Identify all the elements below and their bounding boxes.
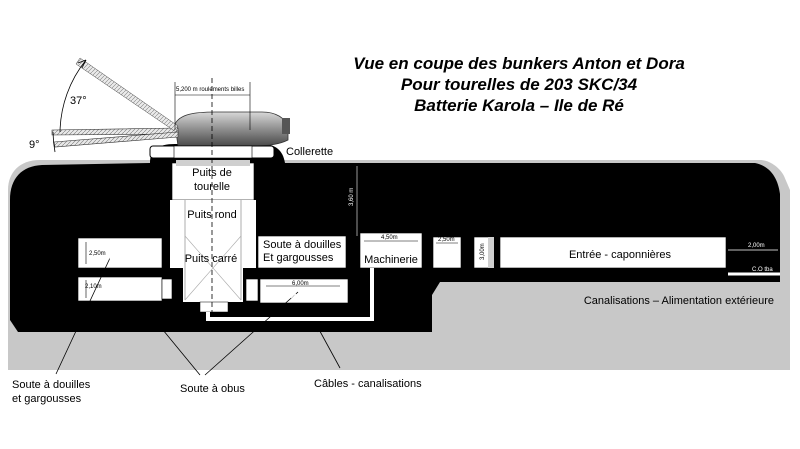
upper-magazine-height: 2,50m <box>89 251 106 257</box>
pipe-dimension: C.O tba <box>752 267 773 273</box>
title-line-1: Vue en coupe des bunkers Anton et Dora <box>353 54 685 73</box>
turret-well-label-2: tourelle <box>193 181 231 193</box>
machinery-width: 4,50m <box>381 235 398 241</box>
lower-magazine-height: 2,10m <box>85 284 102 290</box>
collar-label: Collerette <box>286 146 334 158</box>
turret-well-label-1: Puits de <box>192 167 232 179</box>
fuel-width: 2,50m <box>438 237 455 243</box>
store-width: 6,00m <box>292 281 309 287</box>
machinery-label: Machinerie <box>364 254 418 266</box>
pipes-label: Canalisations – Alimentation extérieure <box>583 295 774 307</box>
left-magazine-label-1: Soute à douilles <box>12 379 91 391</box>
round-shaft-label: Puits rond <box>187 209 237 221</box>
left-magazine-label-2: et gargousses <box>12 393 82 405</box>
fuel-label: Carburant <box>420 222 469 234</box>
casing-store-label-1: Soute à douilles <box>263 239 342 251</box>
elevation-angle: 37° <box>70 95 87 107</box>
entrance-label: Entrée - caponnières <box>568 249 672 261</box>
title-line-3: Batterie Karola – Ile de Ré <box>414 96 624 115</box>
fuel-height: 3,00m <box>480 243 486 260</box>
bearing-dimension-label: 5,200 m roulements billes <box>176 87 245 93</box>
square-shaft-label: Puits carré <box>184 253 238 265</box>
shaft-height-label: 3,60 m <box>349 187 355 206</box>
cables-label: Câbles - canalisations <box>314 378 422 390</box>
depression-angle: 9° <box>29 139 40 151</box>
shell-magazine-label: Soute à obus <box>180 383 245 395</box>
entrance-width: 2,00m <box>748 243 765 249</box>
casing-store-label-2: Et gargousses <box>263 252 334 264</box>
title-line-2: Pour tourelles de 203 SKC/34 <box>400 75 638 94</box>
